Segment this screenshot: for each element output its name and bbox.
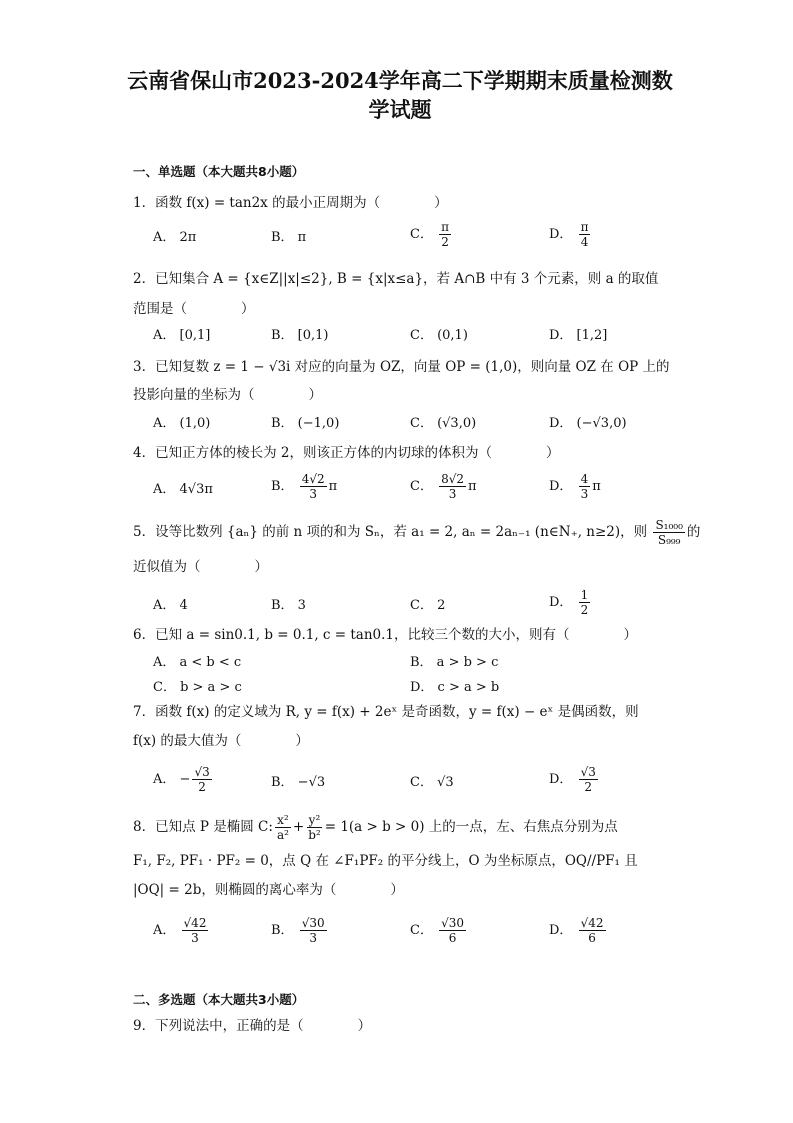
option-label: A．	[153, 772, 176, 787]
option-c: C． b > a > c	[153, 680, 242, 695]
fraction	[653, 518, 684, 547]
option-label: A．	[153, 923, 176, 938]
numerator: 4	[580, 472, 589, 486]
question-7-stem-line-1: 7．函数 f(x) 的定义域为 R, y = f(x) + 2eˣ 是奇函数，y = f(x) − eˣ 是偶函数，则	[133, 704, 639, 720]
numerator: 8√2	[441, 472, 465, 486]
option-label: C．	[410, 479, 433, 494]
stem-text-tail: 的	[686, 524, 701, 540]
option-b: B． π	[271, 230, 307, 245]
option-a: A． (1,0)	[153, 416, 211, 431]
option-d	[549, 916, 608, 945]
option-c: C． 2	[410, 598, 446, 613]
question-5-stem-line-2: 近似值为（ ）	[133, 559, 268, 575]
numerator: 4√2	[301, 472, 325, 486]
numerator: S₁₀₀₀	[655, 518, 683, 532]
option-label: D．	[549, 479, 573, 494]
fraction	[579, 916, 606, 945]
suffix: π	[592, 479, 601, 494]
stem-text-tail: = 1(a > b > 0) 上的一点，左、右焦点分别为点	[324, 819, 618, 835]
numerator: √42	[183, 916, 207, 930]
denominator: 6	[448, 931, 457, 945]
option-c: C． (√3,0)	[410, 416, 477, 431]
option-b: B． −√3	[271, 775, 326, 790]
option-c	[410, 472, 477, 501]
option-c	[410, 220, 453, 249]
fraction	[579, 765, 598, 794]
numerator: √3	[580, 765, 596, 779]
fraction	[439, 916, 466, 945]
question-2-stem-line-2: 范围是（ ）	[133, 301, 255, 317]
fraction	[579, 472, 591, 501]
question-3-stem-line-2: 投影向量的坐标为（ ）	[133, 387, 322, 403]
question-2-options	[0, 324, 793, 354]
numerator: √30	[441, 916, 465, 930]
option-c	[410, 916, 468, 945]
option-c: C． √3	[410, 775, 454, 790]
fraction	[439, 220, 451, 249]
option-b: B． 3	[271, 598, 306, 613]
numerator: √3	[194, 765, 210, 779]
section-heading-multiple-choice: 二、多选题（本大题共3小题）	[133, 992, 305, 1007]
suffix: π	[328, 479, 338, 494]
title-line-1: 云南省保山市2023-2024学年高二下学期期末质量检测数	[127, 68, 673, 93]
question-8-options	[0, 916, 793, 954]
option-b: B． [0,1)	[271, 328, 329, 343]
question-7-options	[0, 765, 793, 801]
option-c: C． (0,1)	[410, 328, 468, 343]
fraction	[182, 916, 209, 945]
option-label: D．	[549, 227, 573, 242]
stem-text: 8．已知点 P 是椭圆 C:	[133, 819, 273, 835]
fraction	[306, 813, 323, 842]
denominator: 2	[580, 603, 589, 617]
numerator: π	[580, 220, 589, 234]
option-d: D． [1,2]	[549, 328, 608, 343]
question-3-stem-line-1: 3．已知复数 z = 1 − √3i 对应的向量为 OZ，向量 OP = (1,0)，则向量 OZ 在 OP 上的	[133, 359, 670, 375]
suffix: π	[468, 479, 477, 494]
fraction	[300, 916, 327, 945]
stem-text: 5．设等比数列 {aₙ} 的前 n 项的和为 Sₙ，若 a₁ = 2, aₙ = 2aₙ₋₁ (n∈N₊, n≥2)，则	[133, 524, 648, 540]
question-4-options	[0, 472, 793, 508]
option-d: D． (−√3,0)	[549, 416, 627, 431]
option-label: B．	[271, 479, 294, 494]
numerator: π	[441, 220, 449, 234]
option-label: D．	[549, 923, 573, 938]
option-b: B． a > b > c	[410, 655, 499, 670]
denominator: 2	[584, 780, 593, 794]
question-8-stem-line-2: F₁, F₂, PF₁ · PF₂ = 0，点 Q 在 ∠F₁PF₂ 的平分线上，O 为坐标原点，OQ//PF₁ 且	[133, 853, 638, 869]
question-1-options	[0, 220, 793, 256]
fraction	[300, 472, 327, 501]
denominator: 3	[448, 487, 457, 501]
option-label: B．	[271, 923, 294, 938]
denominator: 3	[580, 487, 589, 501]
option-b	[271, 916, 329, 945]
section-heading-single-choice: 一、单选题（本大题共8小题）	[133, 164, 305, 179]
numerator: √30	[301, 916, 325, 930]
denominator: 2	[198, 780, 206, 794]
option-a: A． a < b < c	[153, 655, 242, 670]
option-a	[153, 765, 214, 794]
fraction	[275, 813, 291, 842]
option-b	[271, 472, 337, 501]
option-a: A． [0,1]	[153, 328, 211, 343]
option-a: A． 4√3π	[153, 482, 213, 497]
question-6-stem: 6．已知 a = sin0.1, b = 0.1, c = tan0.1，比较三个数的大小，则有（ ）	[133, 627, 637, 643]
fraction	[579, 220, 591, 249]
option-d	[549, 472, 601, 501]
question-2-stem-line-1: 2．已知集合 A = {x∈Z||x|≤2}, B = {x|x≤a}，若 A∩B 中有 3 个元素，则 a 的取值	[133, 271, 659, 287]
denominator: b²	[308, 828, 321, 842]
option-label: D．	[549, 772, 573, 787]
option-d: D． c > a > b	[410, 680, 500, 695]
question-7-stem-line-2: f(x) 的最大值为（ ）	[133, 733, 309, 749]
question-8-stem-line-1	[133, 812, 673, 842]
denominator: 2	[441, 235, 449, 249]
fraction	[579, 588, 591, 617]
numerator: √42	[580, 916, 604, 930]
denominator: 3	[309, 931, 317, 945]
page-title	[120, 66, 680, 124]
option-b: B． (−1,0)	[271, 416, 340, 431]
numerator: 1	[580, 588, 589, 602]
denominator: 6	[588, 931, 596, 945]
question-4-stem: 4．已知正方体的棱长为 2，则该正方体的内切球的体积为（ ）	[133, 445, 560, 461]
question-5-stem-line-1	[133, 517, 701, 547]
denominator: S₉₉₉	[657, 533, 681, 547]
title-line-2: 学试题	[368, 97, 432, 122]
option-a: A． 2π	[153, 230, 197, 245]
numerator: x²	[277, 813, 289, 827]
option-label: C．	[410, 227, 433, 242]
question-1-stem: 1．函数 f(x) = tan2x 的最小正周期为（ ）	[133, 195, 448, 211]
denominator: 3	[309, 487, 317, 501]
numerator: y²	[308, 813, 321, 827]
plus-sign: +	[292, 819, 305, 835]
option-d	[549, 765, 600, 794]
option-d	[549, 588, 592, 617]
fraction	[439, 472, 466, 501]
option-label: D．	[549, 595, 573, 610]
option-a: A． 4	[153, 598, 188, 613]
minus-sign: −	[179, 772, 191, 787]
fraction	[192, 765, 211, 794]
denominator: 3	[191, 931, 199, 945]
question-8-stem-line-3: |OQ| = 2b，则椭圆的离心率为（ ）	[133, 882, 404, 898]
option-label: C．	[410, 923, 433, 938]
option-d	[549, 220, 592, 249]
denominator: a²	[276, 828, 289, 842]
option-a	[153, 916, 210, 945]
denominator: 4	[580, 235, 589, 249]
question-9-stem: 9．下列说法中，正确的是（ ）	[133, 1018, 372, 1034]
